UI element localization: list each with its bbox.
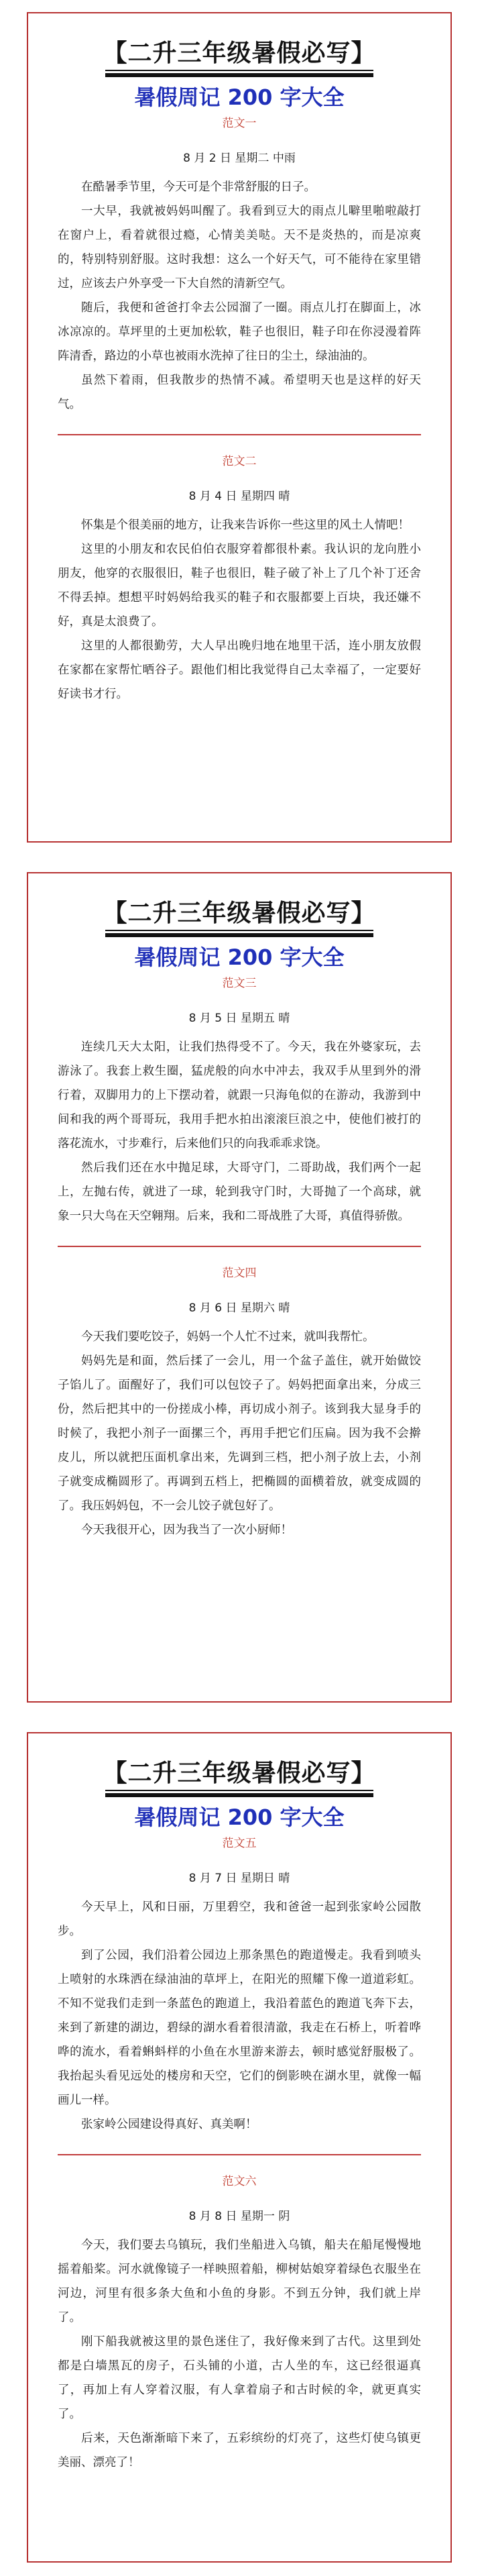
essay-paragraph: 这里的小朋友和农民伯伯衣服穿着都很朴素。我认识的龙向胜小朋友，他穿的衣服很旧，鞋子也很旧，鞋子破了补上了几个补丁还舍不得丢掉。想想平时妈妈给我买的鞋子和衣服都要上百块，我还嫌不好，真是太浪费了。 xyxy=(58,543,421,629)
essay-paragraph: 今天我很开心，因为我当了一次小厨师！ xyxy=(81,1523,292,1537)
page-subtitle: 暑假周记 200 字大全 xyxy=(134,85,345,110)
essay-paragraph: 怀集是个很美丽的地方，让我来告诉你一些这里的风土人情吧！ xyxy=(81,519,410,532)
page-1 xyxy=(27,12,452,843)
essay-label: 范文一 xyxy=(222,117,257,130)
essay-paragraph: 今天早上，风和日丽，万里碧空，我和爸爸一起到张家岭公园散步。 xyxy=(58,1900,421,1938)
essay-paragraph: 后来，天色渐渐暗下来了，五彩缤纷的灯亮了，这些灯使乌镇更美丽、漂亮了！ xyxy=(58,2432,421,2469)
essay-label: 范文三 xyxy=(222,977,257,990)
essay-date: 8 月 2 日 星期二 中雨 xyxy=(183,152,296,165)
essay-4 xyxy=(28,1266,450,1542)
essay-date: 8 月 5 日 星期五 晴 xyxy=(188,1012,290,1025)
header-rule xyxy=(105,930,373,931)
page-header-title: 【二升三年级暑假必写】 xyxy=(103,40,376,67)
essay-3 xyxy=(28,976,450,1247)
essay-paragraph: 在酷暑季节里，今天可是个非常舒服的日子。 xyxy=(81,180,316,194)
essay-paragraph: 这里的人都很勤劳，大人早出晚归地在地里干活，连小朋友放假在家都在家帮忙晒谷子。跟他们相比我觉得自己太幸福了，一定要好好读书才行。 xyxy=(58,639,421,701)
essay-divider xyxy=(58,2154,421,2155)
essay-paragraph: 今天我们要吃饺子，妈妈一个人忙不过来，就叫我帮忙。 xyxy=(81,1330,375,1344)
header-rule-thick xyxy=(105,73,373,77)
essay-1 xyxy=(28,116,450,435)
page-header-title: 【二升三年级暑假必写】 xyxy=(103,1760,376,1787)
page-header xyxy=(28,1733,450,1797)
essay-divider xyxy=(58,1246,421,1247)
essay-label: 范文六 xyxy=(222,2175,257,2188)
header-rule-thick xyxy=(105,933,373,937)
essay-paragraph: 张家岭公园建设得真好、真美啊！ xyxy=(81,2118,257,2131)
page-2 xyxy=(27,872,452,1703)
essay-paragraph: 刚下船我就被这里的景色迷住了，我好像来到了古代。这里到处都是白墙黑瓦的房子，石头铺的小道，古人坐的车，这已经很逼真了，再加上有人穿着汉服，有人拿着扇子和古时候的伞，就更真实了。 xyxy=(58,2335,421,2421)
essay-paragraph: 一大早，我就被妈妈叫醒了。我看到豆大的雨点儿噼里啪啦敲打在窗户上，看着就很过瘾，心情美美哒。天不是炎热的，而是凉爽的，特别特别舒服。这时我想：这么一个好天气，可不能待在家里错过，应该去户外享受一下大自然的清新空气。 xyxy=(58,205,421,290)
essay-date: 8 月 4 日 星期四 晴 xyxy=(188,490,290,503)
page-3 xyxy=(27,1732,452,2563)
essay-5 xyxy=(28,1836,450,2155)
essay-paragraph: 到了公园，我们沿着公园边上那条黑色的跑道慢走。我看到喷头上喷射的水珠洒在绿油油的草坪上，在阳光的照耀下像一道道彩虹。不知不觉我们走到一条蓝色的跑道上，我沿着蓝色的跑道飞奔下去，来到了新建的湖边，碧绿的湖水看着很清澈，我走在石桥上，听着哗哗的流水，看着蝌蚪样的小鱼在水里游来游去，顿时感觉舒服极了。我抬起头看见远处的楼房和天空，它们的倒影映在湖水里，就像一幅画儿一样。 xyxy=(58,1949,421,2107)
essay-date: 8 月 8 日 星期一 阴 xyxy=(188,2210,290,2223)
essay-paragraph: 然后我们还在水中抛足球，大哥守门，二哥助战，我们两个一起上，左抛右传，就进了一球，轮到我守门时，大哥抛了一个高球，就象一只大鸟在天空翱翔。后来，我和二哥战胜了大哥，真值得骄傲。 xyxy=(58,1161,421,1223)
header-rule xyxy=(105,70,373,71)
header-rule-thick xyxy=(105,1793,373,1797)
essay-paragraph: 今天，我们要去乌镇玩，我们坐船进入乌镇，船夫在船尾慢慢地摇着船桨。河水就像镜子一样映照着船，柳树姑娘穿着绿色衣服坐在河边，河里有很多条大鱼和小鱼的身影。不到五分钟，我们就上岸了。 xyxy=(58,2239,421,2324)
essay-date: 8 月 7 日 星期日 晴 xyxy=(188,1872,290,1885)
essay-2 xyxy=(28,454,450,706)
page-header-title: 【二升三年级暑假必写】 xyxy=(103,900,376,927)
essay-paragraph: 妈妈先是和面，然后揉了一会儿，用一个盆子盖住，就开始做饺子馅儿了。面醒好了，我们可以包饺子了。妈妈把面拿出来，分成三份，然后把其中的一份搓成小棒，再切成小剂子。该到我大显身手的时候了，我把小剂子一面摞三个，再用手把它们压扁。因为我不会擀皮儿，所以就把压面机拿出来，先调到三档，把小剂子放上去，小剂子就变成椭圆形了。再调到五档上，把椭圆的面横着放，就变成圆的了。我压妈妈包，不一会儿饺子就包好了。 xyxy=(58,1354,421,1513)
page-header xyxy=(28,13,450,77)
header-rule xyxy=(105,1790,373,1791)
essay-label: 范文四 xyxy=(222,1267,257,1280)
page-subtitle: 暑假周记 200 字大全 xyxy=(134,1805,345,1830)
essay-paragraph: 随后，我便和爸爸打伞去公园溜了一圈。雨点儿打在脚面上，冰冰凉凉的。草坪里的土更加松软，鞋子也很旧，鞋子印在你浸漫着阵阵清香，路边的小草也被雨水洗掉了往日的尘土，绿油油的。 xyxy=(58,301,421,363)
essay-divider xyxy=(58,434,421,435)
page-header xyxy=(28,873,450,937)
essay-6 xyxy=(28,2174,450,2475)
page-subtitle: 暑假周记 200 字大全 xyxy=(134,945,345,970)
essay-label: 范文二 xyxy=(222,455,257,468)
essay-label: 范文五 xyxy=(222,1837,257,1850)
essay-paragraph: 虽然下着雨，但我散步的热情不减。希望明天也是这样的好天气。 xyxy=(58,374,421,411)
essay-paragraph: 连续几天大太阳，让我们热得受不了。今天，我在外婆家玩，去游泳了。我套上救生圈，猛虎般的向水中冲去，我双手从里到外的滑行着，双脚用力的上下摆动着，就跟一只海龟似的在游动，我游到中间和我的两个哥哥玩，我用手把水拍出滚滚巨浪之中，使他们被打的落花流水，寸步难行，后来他们只的向我乖乖求饶。 xyxy=(58,1040,421,1150)
essay-date: 8 月 6 日 星期六 晴 xyxy=(188,1301,290,1315)
